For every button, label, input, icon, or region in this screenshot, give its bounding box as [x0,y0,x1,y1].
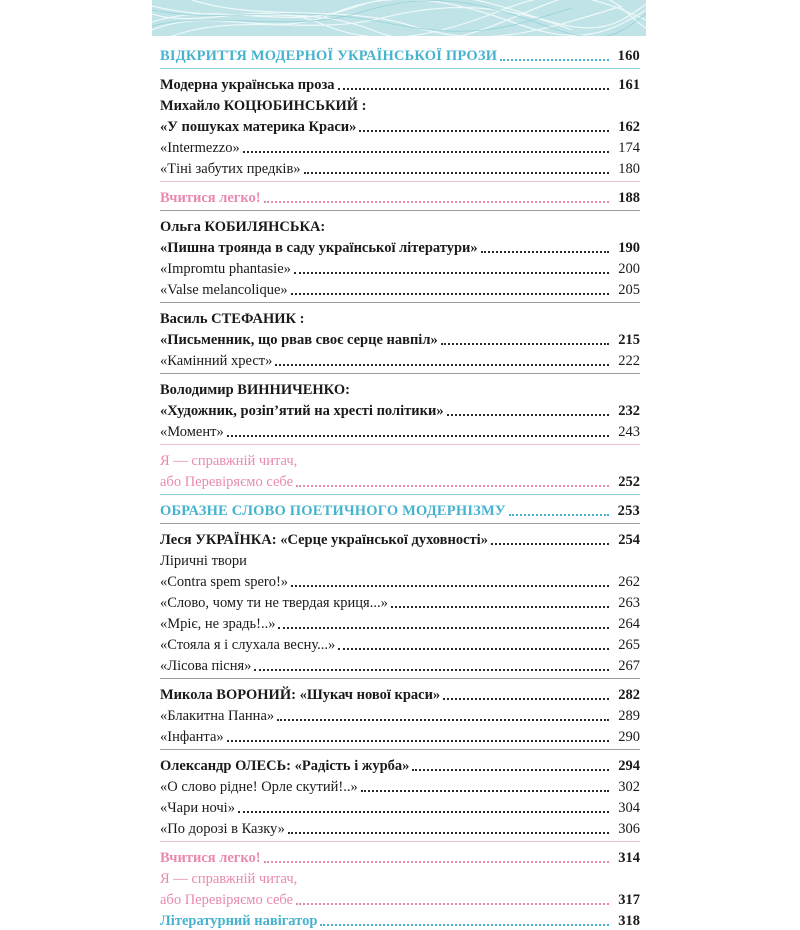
divider [160,494,640,495]
toc-entry-title: «У пошуках материка Краси» [160,119,357,135]
toc-page-number: 263 [618,595,640,611]
toc-entry[interactable] [160,796,640,817]
toc-entry[interactable] [160,399,640,420]
toc-entry-title: «Impromtu phantasie» [160,261,291,277]
divider [160,678,640,679]
toc-page-number: 290 [618,729,640,745]
toc-subheading [160,549,640,570]
toc-entry-title: Модерна українська проза [160,77,335,93]
toc-page-number: 222 [618,353,640,369]
dot-leader [296,485,609,487]
toc-page-number: 264 [618,616,640,632]
table-of-contents [160,44,640,930]
toc-entry-title: «Блакитна Панна» [160,708,275,724]
toc-entry-title: «Intermezzo» [160,140,240,156]
toc-page-number: 294 [618,758,640,774]
toc-entry-title: «Тіні забутих предків» [160,161,301,177]
toc-entry-title: «Художник, розіп’ятий на хресті політики» [160,403,444,419]
toc-page-number: 317 [618,892,640,908]
dot-leader [320,924,609,926]
toc-page-number: 215 [618,332,640,348]
toc-page-number: 267 [618,658,640,674]
dot-leader [294,272,609,274]
wave-pattern-icon [152,0,646,36]
dot-leader [288,832,609,834]
decorative-banner [152,0,646,36]
toc-entry[interactable] [160,570,640,591]
toc-page-number: 254 [618,532,640,548]
toc-entry-reader-line1 [160,449,640,470]
toc-page-number: 188 [618,190,640,206]
toc-page-number: 190 [618,240,640,256]
dot-leader [443,698,609,700]
dot-leader [481,251,609,253]
toc-entry-title: Я — справжній читач, [160,453,298,469]
divider [160,444,640,445]
toc-entry-title: «Пишна троянда в саду української літератури» [160,240,478,256]
divider [160,749,640,750]
divider [160,841,640,842]
toc-author-heading [160,94,640,115]
toc-entry-title: «Стояла я і слухала весну...» [160,637,336,653]
dot-leader [227,740,609,742]
author-name: Михайло КОЦЮБИНСЬКИЙ : [160,98,367,114]
dot-leader [291,585,609,587]
toc-page-number: 318 [618,913,640,929]
toc-entry-title: ОБРАЗНЕ СЛОВО ПОЕТИЧНОГО МОДЕРНІЗМУ [160,503,506,519]
toc-entry-title: або Перевіряємо себе [160,474,294,490]
dot-leader [275,364,609,366]
toc-entry-title: «Момент» [160,424,224,440]
dot-leader [304,172,609,174]
toc-page-number: 306 [618,821,640,837]
toc-entry[interactable] [160,654,640,675]
toc-entry[interactable] [160,704,640,725]
toc-page-number: 160 [617,48,640,64]
toc-author-heading [160,378,640,399]
toc-entry-reader[interactable] [160,888,640,909]
divider [160,68,640,69]
toc-section-heading[interactable] [160,44,640,65]
toc-entry[interactable] [160,775,640,796]
toc-entry-title: «Чари ночі» [160,800,235,816]
toc-entry-title: «Письменник, що рвав своє серце навпіл» [160,332,438,348]
toc-entry[interactable] [160,136,640,157]
toc-entry-title: Олександр ОЛЕСЬ: «Радість і журба» [160,758,410,774]
toc-entry-reader[interactable] [160,470,640,491]
toc-entry[interactable] [160,817,640,838]
toc-entry[interactable] [160,754,640,775]
toc-page-number: 252 [618,474,640,490]
toc-entry-title: або Перевіряємо себе [160,892,294,908]
toc-entry-reader-line1 [160,867,640,888]
toc-entry[interactable] [160,612,640,633]
toc-page-number: 243 [618,424,640,440]
toc-entry-navigator[interactable] [160,909,640,930]
toc-entry[interactable] [160,349,640,370]
dot-leader [277,719,609,721]
dot-leader [359,130,609,132]
divider [160,210,640,211]
toc-entry-title: «Інфанта» [160,729,224,745]
toc-entry[interactable] [160,328,640,349]
divider [160,302,640,303]
toc-entry-title: «Лісова пісня» [160,658,252,674]
toc-page-number: 289 [618,708,640,724]
toc-entry-title: Ліричні твори [160,553,247,569]
dot-leader [361,790,609,792]
toc-entry[interactable] [160,528,640,549]
dot-leader [264,201,609,203]
toc-entry-title: Вчитися легко! [160,850,261,866]
toc-entry-title: Леся УКРАЇНКА: «Серце української духовності» [160,532,488,548]
dot-leader [264,861,609,863]
dot-leader [391,606,609,608]
toc-entry[interactable] [160,683,640,704]
divider [160,523,640,524]
toc-entry-easy[interactable] [160,186,640,207]
toc-entry-title: ВІДКРИТТЯ МОДЕРНОЇ УКРАЇНСЬКОЇ ПРОЗИ [160,48,498,64]
toc-entry-title: Літературний навігатор [160,913,318,929]
dot-leader [509,514,609,516]
toc-entry[interactable] [160,591,640,612]
toc-entry-easy[interactable] [160,846,640,867]
toc-entry-title: «О слово рідне! Орле скутий!..» [160,779,358,795]
toc-page-number: 174 [618,140,640,156]
divider [160,373,640,374]
toc-entry-title: Я — справжній читач, [160,871,298,887]
toc-entry[interactable] [160,633,640,654]
toc-entry-title: «По дорозі в Казку» [160,821,285,837]
toc-page-number: 161 [618,77,640,93]
toc-page-number: 282 [618,687,640,703]
dot-leader [291,293,609,295]
dot-leader [441,343,609,345]
toc-entry-title: «Слово, чому ти не твердая криця...» [160,595,388,611]
toc-entry-title: «Contra spem spero!» [160,574,289,590]
toc-page-number: 304 [618,800,640,816]
dot-leader [447,414,609,416]
dot-leader [338,648,609,650]
dot-leader [296,903,609,905]
toc-entry[interactable] [160,115,640,136]
toc-entry-title: «Камінний хрест» [160,353,273,369]
dot-leader [227,435,609,437]
toc-author-heading [160,215,640,236]
toc-entry[interactable] [160,157,640,178]
author-name: Ольга КОБИЛЯНСЬКА: [160,219,326,235]
dot-leader [500,59,609,61]
toc-page-number: 302 [618,779,640,795]
dot-leader [338,88,609,90]
author-name: Василь СТЕФАНИК : [160,311,305,327]
dot-leader [491,543,609,545]
dot-leader [238,811,609,813]
toc-page-number: 232 [618,403,640,419]
dot-leader [412,769,609,771]
toc-entry[interactable] [160,236,640,257]
toc-section-heading[interactable] [160,499,640,520]
toc-entry[interactable] [160,257,640,278]
toc-page-number: 205 [618,282,640,298]
toc-entry-title: «Valse melancolique» [160,282,288,298]
divider [160,181,640,182]
toc-page-number: 265 [618,637,640,653]
toc-author-heading [160,307,640,328]
toc-entry-title: Вчитися легко! [160,190,261,206]
toc-page-number: 262 [618,574,640,590]
dot-leader [278,627,609,629]
toc-page-number: 180 [618,161,640,177]
toc-entry[interactable] [160,725,640,746]
toc-entry[interactable] [160,278,640,299]
toc-page-number: 253 [617,503,640,519]
toc-entry-title: «Мріє, не зрадь!..» [160,616,276,632]
toc-entry[interactable] [160,73,640,94]
dot-leader [254,669,609,671]
toc-page-number: 314 [618,850,640,866]
toc-entry[interactable] [160,420,640,441]
toc-page-number: 162 [618,119,640,135]
dot-leader [243,151,609,153]
toc-entry-title: Микола ВОРОНИЙ: «Шукач нової краси» [160,687,441,703]
author-name: Володимир ВИННИЧЕНКО: [160,382,350,398]
toc-page-number: 200 [618,261,640,277]
